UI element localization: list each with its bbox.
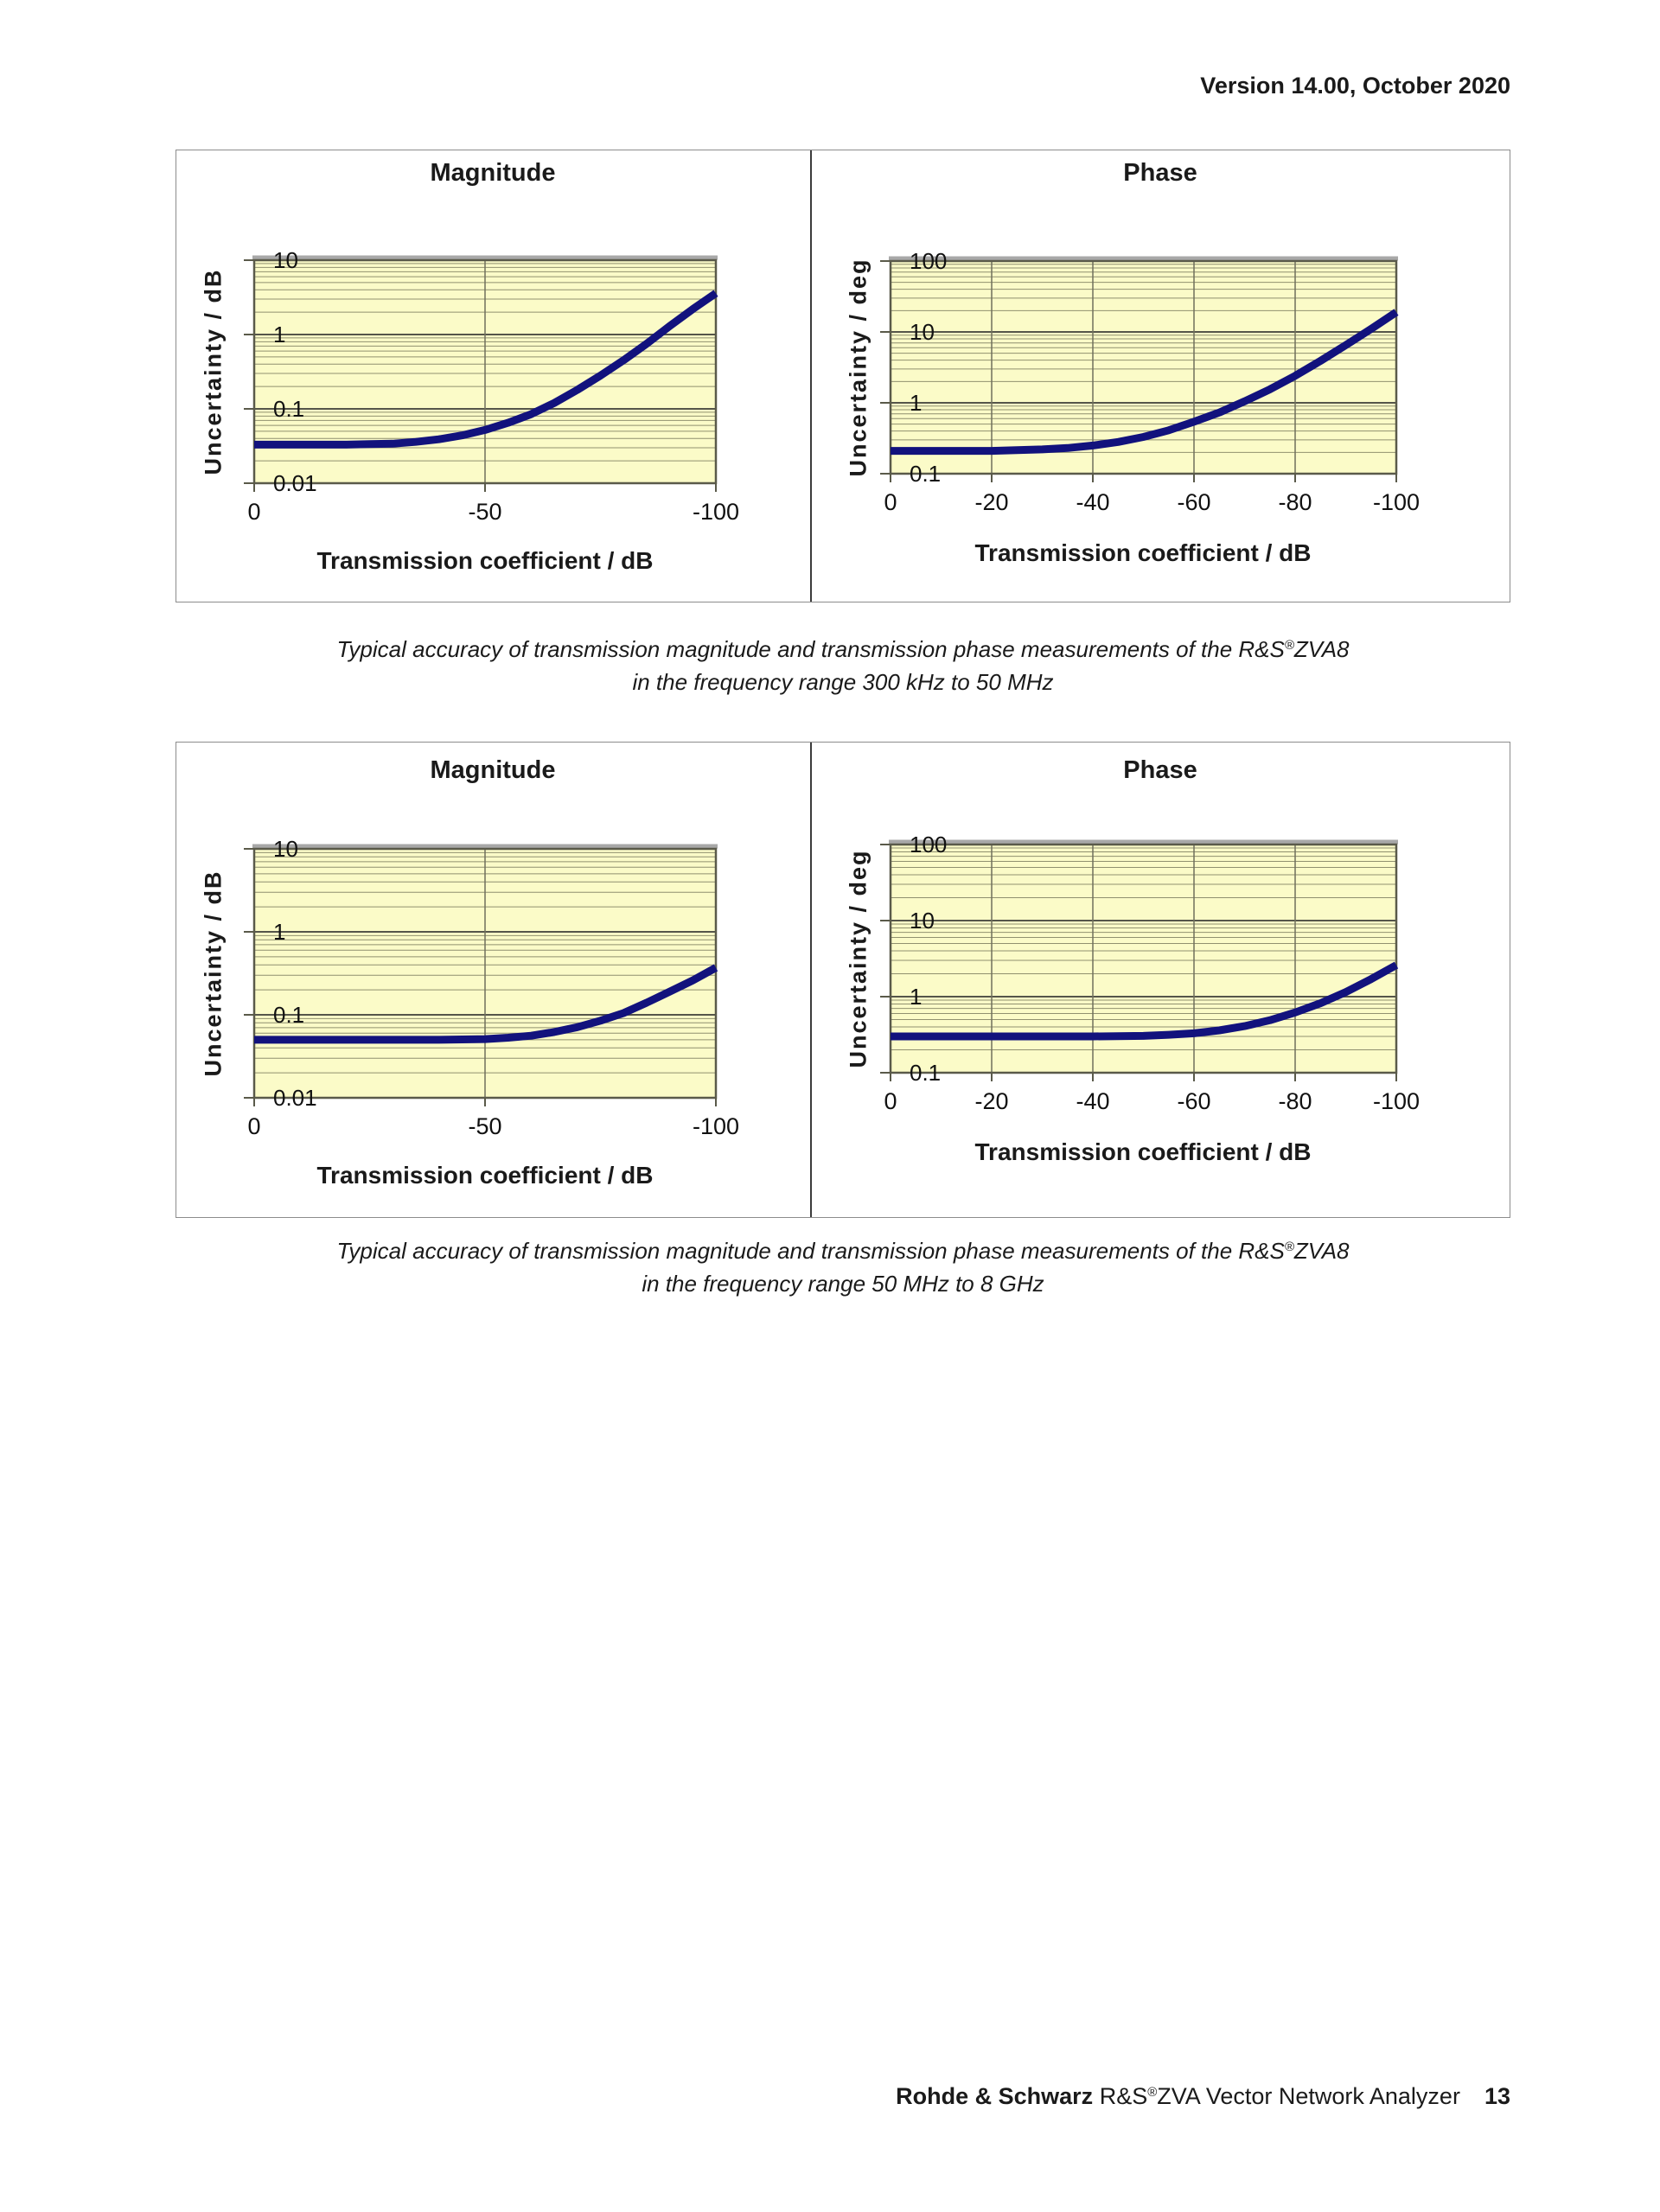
caption-line-1 [176, 629, 1510, 666]
x-tick-label: -40 [1076, 1088, 1110, 1114]
x-tick-label: -100 [692, 499, 740, 525]
registered-mark: ® [1147, 2085, 1158, 2100]
y-axis-title-magnitude-1: Uncertainty / dB [200, 268, 227, 475]
chart-plot-phase-1 [839, 244, 1448, 519]
y-tick-label: 1 [910, 390, 923, 416]
version-header: Version 14.00, October 2020 [1200, 73, 1510, 99]
chart-title-phase-2: Phase [1123, 756, 1197, 784]
x-tick-label: -50 [468, 1113, 502, 1139]
chart-title-magnitude-1: Magnitude [430, 159, 556, 187]
x-tick-label: -20 [974, 1088, 1009, 1114]
x-tick-label: -40 [1076, 489, 1110, 515]
page-footer [896, 2083, 1510, 2110]
registered-mark: ® [1284, 638, 1294, 653]
chart-plot-magnitude-2 [202, 832, 768, 1143]
panel-divider [810, 150, 812, 602]
figure-caption-1 [176, 629, 1510, 698]
y-tick-label: 100 [910, 832, 948, 857]
y-tick-label: 100 [910, 248, 948, 274]
y-tick-label: 0.1 [273, 396, 305, 422]
x-axis-title-phase-2: Transmission coefficient / dB [974, 1138, 1312, 1165]
caption-line-2: in the frequency range 300 kHz to 50 MHz [632, 669, 1054, 695]
y-tick-label: 0.1 [910, 1060, 942, 1086]
y-tick-label: 0.01 [273, 1085, 317, 1111]
x-axis-title-phase-1: Transmission coefficient / dB [974, 539, 1312, 566]
footer-product: ZVA Vector Network Analyzer [1157, 2083, 1460, 2109]
x-tick-label: -60 [1177, 1088, 1211, 1114]
caption-text: Typical accuracy of transmission magnitude and transmission phase measurements of the R&S [336, 636, 1285, 662]
y-tick-label: 1 [273, 919, 286, 945]
page-number: 13 [1484, 2083, 1510, 2109]
x-tick-label: -80 [1278, 1088, 1312, 1114]
x-axis-title-magnitude-1: Transmission coefficient / dB [316, 547, 654, 574]
x-tick-label: 0 [247, 499, 261, 525]
x-tick-label: 0 [884, 489, 897, 515]
y-axis-title-phase-1: Uncertainty / deg [845, 258, 872, 477]
y-tick-label: 0.1 [273, 1002, 305, 1028]
x-tick-label: -50 [468, 499, 502, 525]
y-tick-label: 10 [910, 908, 935, 934]
footer-brand: Rohde & Schwarz [896, 2083, 1094, 2109]
chart-title-phase-1: Phase [1123, 159, 1197, 187]
x-tick-label: -100 [1372, 1088, 1421, 1114]
y-tick-label: 1 [273, 322, 286, 347]
y-tick-label: 10 [273, 247, 298, 273]
y-tick-label: 10 [273, 836, 298, 862]
x-tick-label: -60 [1177, 489, 1211, 515]
x-tick-label: -80 [1278, 489, 1312, 515]
figure-caption-2 [176, 1231, 1510, 1300]
chart-plot-phase-2 [839, 827, 1448, 1118]
footer-product-prefix: R&S [1099, 2083, 1148, 2109]
registered-mark: ® [1284, 1240, 1294, 1254]
plot-area [891, 261, 1396, 474]
panel-divider [810, 743, 812, 1217]
y-tick-label: 0.01 [273, 470, 317, 496]
chart-plot-magnitude-1 [202, 243, 768, 528]
caption-line-1 [176, 1231, 1510, 1267]
caption-model: ZVA8 [1293, 1238, 1350, 1264]
chart-title-magnitude-2: Magnitude [430, 756, 556, 784]
x-tick-label: 0 [884, 1088, 897, 1114]
caption-line-2: in the frequency range 50 MHz to 8 GHz [642, 1271, 1044, 1297]
x-tick-label: -100 [692, 1113, 740, 1139]
caption-model: ZVA8 [1293, 636, 1350, 662]
caption-text: Typical accuracy of transmission magnitude and transmission phase measurements of the R&S [336, 1238, 1285, 1264]
y-tick-label: 1 [910, 984, 923, 1010]
x-tick-label: -100 [1372, 489, 1421, 515]
y-tick-label: 10 [910, 319, 935, 345]
y-axis-title-magnitude-2: Uncertainty / dB [200, 870, 227, 1077]
x-tick-label: 0 [247, 1113, 261, 1139]
y-axis-title-phase-2: Uncertainty / deg [845, 849, 872, 1068]
x-axis-title-magnitude-2: Transmission coefficient / dB [316, 1162, 654, 1189]
y-tick-label: 0.1 [910, 461, 942, 487]
x-tick-label: -20 [974, 489, 1009, 515]
